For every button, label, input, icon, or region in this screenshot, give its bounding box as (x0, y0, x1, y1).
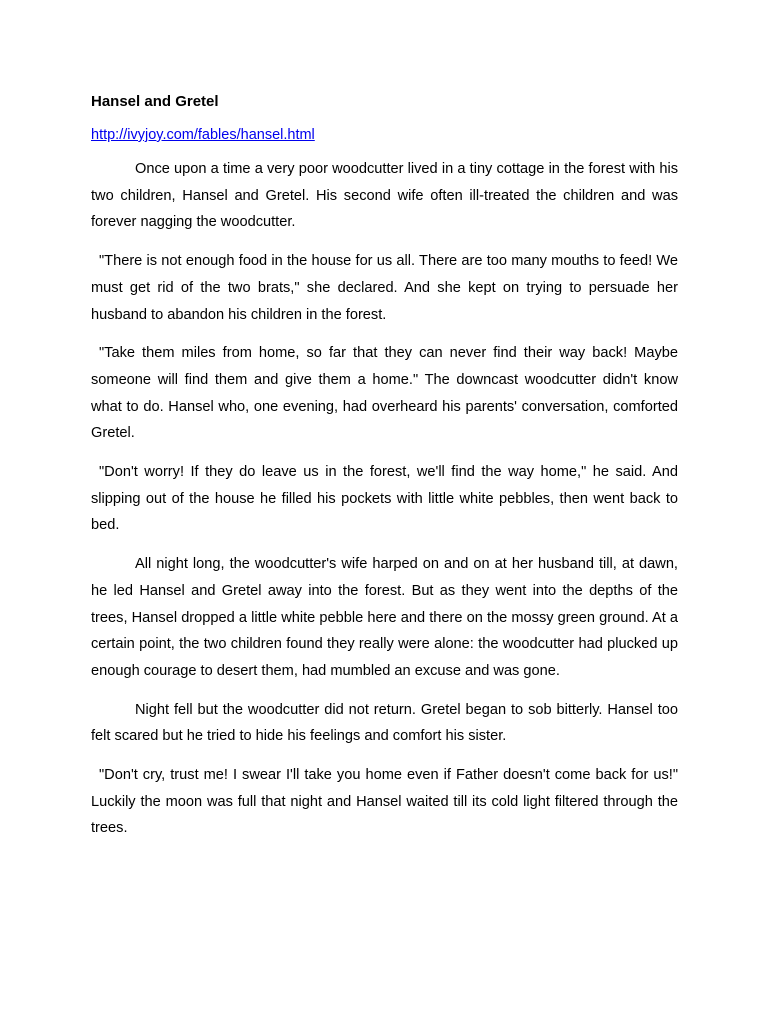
paragraph-4: "Don't worry! If they do leave us in the forest, we'll find the way home," he said. And slipping out of the house he filled his pockets with little white pebbles, then went back to bed. (91, 464, 678, 534)
source-link[interactable]: http://ivyjoy.com/fables/hansel.html (91, 127, 315, 143)
paragraph-2: "There is not enough food in the house for us all. There are too many mouths to feed! We must get rid of the two brats," she declared. And she kept on trying to persuade her husband to abandon his children in the forest. (91, 253, 678, 323)
document-title: Hansel and Gretel (91, 93, 219, 110)
paragraph-1: Once upon a time a very poor woodcutter lived in a tiny cottage in the forest with his two children, Hansel and Gretel. His second wife often ill-treated the children and was forever nagging the woodcutter. (91, 161, 678, 231)
paragraph-6: Night fell but the woodcutter did not return. Gretel began to sob bitterly. Hansel too felt scared but he tried to hide his feelings and comfort his sister. (91, 701, 678, 745)
paragraph-3: "Take them miles from home, so far that they can never find their way back! Maybe someone will find them and give them a home." The downcast woodcutter didn't know what to do. Hansel who, one evening, had overheard his parents' conversation, comforted Gretel. (91, 345, 678, 442)
paragraph-7: "Don't cry, trust me! I swear I'll take you home even if Father doesn't come back for us!" Luckily the moon was full that night and Hansel waited till its cold light filtered through the trees. (91, 767, 678, 837)
document-page (91, 89, 678, 854)
paragraph-5: All night long, the woodcutter's wife harped on and on at her husband till, at dawn, he led Hansel and Gretel away into the forest. But as they went into the depths of the trees, Hansel dropped a little white pebble here and there on the mossy green ground. At a certain point, the two children found they really were alone: the woodcutter had plucked up enough courage to desert them, had mumbled an excuse and was gone. (91, 556, 678, 679)
